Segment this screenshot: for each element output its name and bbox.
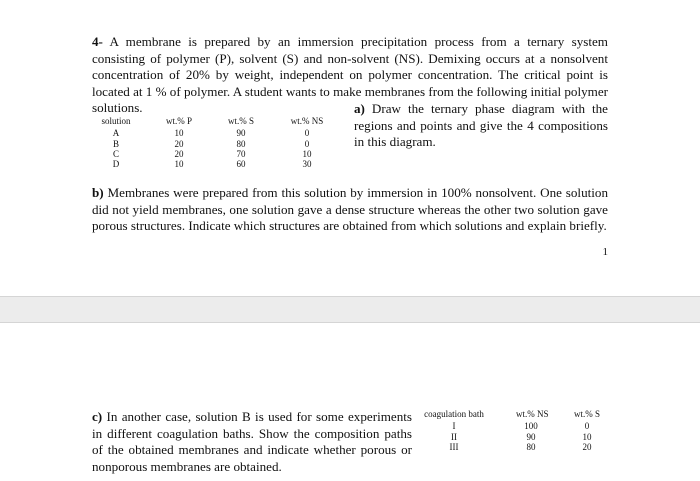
table-header-nonsolvent: wt.% NS (290, 116, 324, 126)
table-cell: II (451, 431, 457, 442)
table-cell: 0 (304, 138, 310, 149)
part-c-question (92, 409, 412, 475)
table-cell: 90 (236, 128, 246, 139)
bath-column (420, 409, 488, 452)
table-header-solvent: wt.% S (227, 116, 254, 126)
table-cell: 60 (236, 159, 246, 170)
table-cell: 10 (582, 431, 592, 442)
table-cell: 100 (524, 421, 538, 432)
part-b-question (92, 185, 608, 235)
table-cell: 10 (302, 148, 312, 159)
table-cell: D (112, 159, 120, 170)
table-cell: C (112, 148, 119, 159)
solvent-column (224, 116, 258, 169)
bath-solvent-column (572, 409, 602, 452)
table-cell: 20 (174, 148, 184, 159)
part-c-label: c) (92, 409, 103, 424)
table-cell: 30 (302, 159, 312, 170)
table-header-polymer: wt.% P (165, 116, 192, 126)
table-cell: A (112, 128, 120, 139)
table-cell: 70 (236, 148, 246, 159)
part-c-text: In another case, solution B is used for some experiments in different coagulation baths. Show the composition paths of the obtained membranes and indicate whether porous or nonporous membranes are obtained. (92, 409, 412, 474)
table-cell: 10 (174, 128, 184, 139)
bath-nonsolvent-column (516, 409, 549, 452)
table-cell: 0 (304, 128, 310, 139)
question-number: 4- (92, 34, 103, 49)
table-cell: III (449, 441, 459, 452)
page-number: 1 (602, 246, 608, 258)
part-a-label: a) (354, 101, 365, 116)
table-header-bath: coagulation bath (424, 409, 484, 419)
part-b-text: Membranes were prepared from this solution by immersion in 100% nonsolvent. One solution did not yield membranes, one solution gave a dense structure whereas the other two solution gave porous structures. Indicate which structures are obtained from which solutions and explain briefly. (92, 185, 608, 233)
table-cell: 10 (174, 159, 184, 170)
table-cell: 80 (526, 441, 536, 452)
part-a-question (354, 101, 608, 151)
polymer-column (162, 116, 196, 169)
solution-composition-table (96, 116, 336, 176)
table-cell: I (452, 421, 456, 432)
table-header-bath-nonsolvent: wt.% NS (516, 409, 549, 419)
table-header-solution: solution (101, 116, 131, 126)
table-header-bath-solvent: wt.% S (573, 409, 600, 419)
nonsolvent-column (286, 116, 328, 169)
part-b-label: b) (92, 185, 104, 200)
solution-column (96, 116, 136, 169)
table-cell: 0 (584, 421, 590, 432)
table-cell: 20 (174, 138, 184, 149)
table-cell: 90 (526, 431, 536, 442)
table-cell: 20 (582, 441, 592, 452)
table-cell: B (112, 138, 119, 149)
question-intro-text: A membrane is prepared by an immersion precipitation process from a ternary system consisting of polymer (P), solvent (S) and non-solvent (NS). Demixing occurs at a nonsolvent concentration of 20% by weight, independent on polymer concentration. The critical point is located at 1 % of polymer. A student wants to make membranes from the following initial polymer solutions. (92, 34, 609, 115)
table-cell: 80 (236, 138, 246, 149)
coagulation-bath-table (420, 409, 620, 459)
part-a-text: Draw the ternary phase diagram with the regions and points and give the 4 compositions in this diagram. (354, 101, 608, 149)
